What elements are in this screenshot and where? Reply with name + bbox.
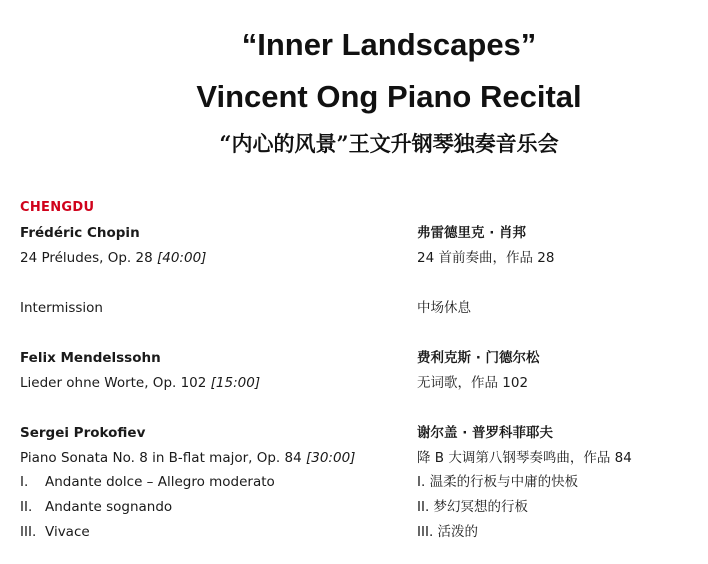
movement-3-en <box>20 523 90 541</box>
composer-prokofiev-cn: 谢尔盖 · 普罗科菲耶夫 <box>417 425 554 441</box>
movement-number: I. <box>20 474 29 490</box>
work-prokofiev-cn: 降 B 大调第八钢琴奏鸣曲，作品 84 <box>417 450 632 466</box>
duration: [15:00] <box>210 375 261 391</box>
duration: [40:00] <box>156 250 207 266</box>
work-chopin-cn: 24 首前奏曲，作品 28 <box>417 250 555 266</box>
movement-1-en <box>20 473 275 491</box>
composer-mendelssohn-cn: 费利克斯 · 门德尔松 <box>417 350 540 366</box>
movement-number: II. <box>20 499 33 515</box>
intermission-cn: 中场休息 <box>417 300 471 316</box>
work-mendelssohn-cn: 无词歌，作品 102 <box>417 375 529 391</box>
title-line-1: “Inner Landscapes” <box>241 27 537 62</box>
composer-prokofiev-en: Sergei Prokofiev <box>20 425 146 441</box>
movement-title: Andante sognando <box>45 499 173 515</box>
duration: [30:00] <box>305 450 356 466</box>
work-chopin-en <box>20 249 206 267</box>
work-mendelssohn-en <box>20 374 260 392</box>
movement-2-en <box>20 498 172 516</box>
composer-chopin-cn: 弗雷德里克 · 肖邦 <box>417 225 527 241</box>
work-title: 24 Préludes, Op. 28 <box>20 250 157 266</box>
title-line-2: Vincent Ong Piano Recital <box>196 79 582 114</box>
movement-1-cn: I. 温柔的行板与中庸的快板 <box>417 474 579 490</box>
composer-mendelssohn-en: Felix Mendelssohn <box>20 350 161 366</box>
work-title: Lieder ohne Worte, Op. 102 <box>20 375 211 391</box>
movement-2-cn: II. 梦幻冥想的行板 <box>417 499 529 515</box>
movement-title: Vivace <box>45 524 90 540</box>
venue-label: CHENGDU <box>20 200 95 215</box>
intermission-en: Intermission <box>20 300 103 316</box>
title-chinese: “内心的风景”王文升钢琴独奏音乐会 <box>219 131 559 156</box>
movement-number: III. <box>20 524 37 540</box>
work-prokofiev-en <box>20 449 355 467</box>
work-title: Piano Sonata No. 8 in B-flat major, Op. 84 <box>20 450 306 466</box>
composer-chopin-en: Frédéric Chopin <box>20 225 140 241</box>
movement-3-cn: III. 活泼的 <box>417 524 479 540</box>
movement-title: Andante dolce – Allegro moderato <box>45 474 275 490</box>
